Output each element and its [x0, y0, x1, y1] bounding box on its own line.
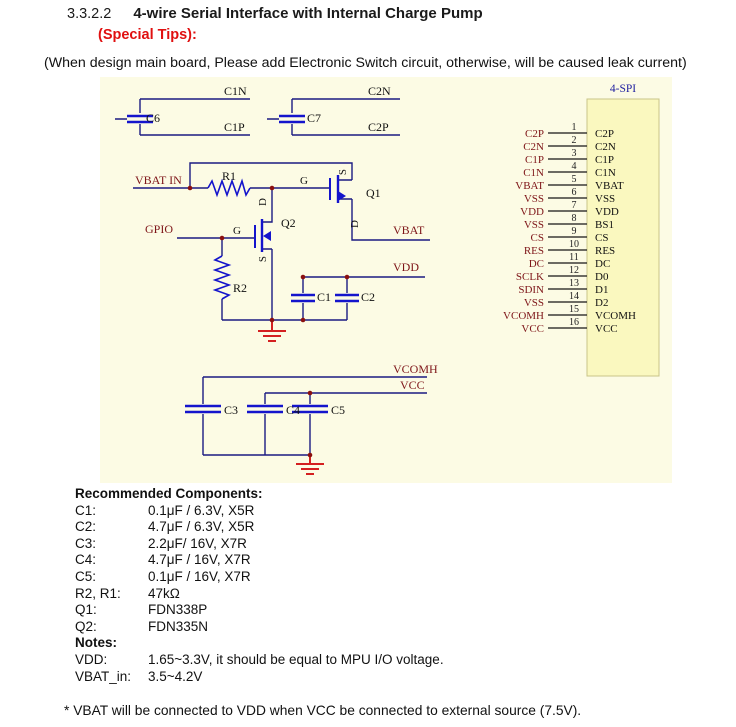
net-label-c1n: C1N	[224, 84, 247, 98]
component-list	[75, 486, 444, 685]
spec-row	[75, 519, 444, 536]
pin-left-label: VSS	[523, 219, 544, 231]
q2-source-label: S	[257, 255, 269, 263]
notes-rows	[75, 652, 444, 685]
refdes-q2: Q2	[281, 216, 296, 230]
net-label-gpio: GPIO	[145, 222, 174, 236]
spec-value: 0.1μF / 6.3V, X5R	[148, 502, 255, 518]
pin-right-label: C1N	[595, 167, 616, 179]
net-label-vcomh: VCOMH	[393, 362, 438, 376]
spec-label: C3:	[75, 535, 97, 551]
refdes-c5: C5	[331, 403, 346, 417]
pin-number: 1	[571, 122, 577, 133]
spec-row	[75, 619, 444, 636]
q1-drain-label: D	[349, 220, 361, 228]
pin-left-label: VSS	[523, 193, 544, 205]
pin-right-label: D0	[595, 271, 609, 283]
pin-number: 11	[569, 252, 579, 263]
pin-right-label: C2P	[595, 128, 614, 140]
pin-number: 9	[571, 226, 577, 237]
pin-number: 7	[571, 200, 577, 211]
pin-left-label: C1P	[525, 154, 544, 166]
refdes-q1: Q1	[366, 186, 381, 200]
spec-label: C5:	[75, 568, 97, 584]
pin-right-label: VSS	[595, 193, 616, 205]
spec-row	[75, 569, 444, 586]
notes-heading: Notes:	[75, 635, 118, 651]
pin-left-label: VBAT	[515, 180, 544, 192]
special-tips-label: (Special Tips):	[98, 27, 197, 43]
pin-left-label: CS	[530, 232, 544, 244]
pin-right-label: VCOMH	[595, 310, 636, 322]
spec-row	[75, 652, 444, 669]
pin-number: 13	[569, 278, 579, 289]
spec-row	[75, 552, 444, 569]
net-label-vcc: VCC	[400, 378, 425, 392]
pin-number: 14	[569, 291, 579, 302]
q2-gate-label: G	[233, 225, 241, 237]
spec-value: 0.1μF / 16V, X7R	[148, 568, 251, 584]
pin-left-label: VCOMH	[503, 310, 544, 322]
pin-right-label: CS	[595, 232, 609, 244]
net-label-c1p: C1P	[224, 120, 245, 134]
spec-value: 1.65~3.3V, it should be equal to MPU I/O voltage.	[148, 651, 444, 667]
spec-label: C2:	[75, 519, 97, 535]
q1-source-label: S	[337, 168, 349, 176]
footnote-text: * VBAT will be connected to VDD when VCC be connected to external source (7.5V).	[64, 703, 582, 718]
pin-left-label: RES	[523, 245, 544, 257]
refdes-c4: C4	[286, 403, 301, 417]
pin-left-label: VSS	[523, 297, 544, 309]
page-title: 4-wire Serial Interface with Internal Charge Pump	[133, 5, 483, 22]
pin-number: 12	[569, 265, 579, 276]
pin-right-label: RES	[595, 245, 616, 257]
q1-gate-label: G	[300, 175, 308, 187]
spec-value: 47kΩ	[148, 585, 180, 601]
pin-number: 6	[571, 187, 577, 198]
spec-value: FDN335N	[148, 618, 209, 634]
spec-value: FDN338P	[148, 602, 208, 618]
refdes-r2: R2	[233, 281, 248, 295]
components-rows	[75, 503, 444, 636]
spec-value: 4.7μF / 6.3V, X5R	[148, 519, 255, 535]
pin-number: 4	[571, 161, 577, 172]
pin-left-label: SCLK	[515, 271, 544, 283]
schematic-panel	[100, 77, 672, 483]
net-label-vbat-in: VBAT IN	[135, 173, 182, 187]
pin-left-label: C2P	[525, 128, 544, 140]
spec-label: Q2:	[75, 618, 97, 634]
spec-value: 3.5~4.2V	[148, 668, 203, 684]
net-label-vbat: VBAT	[393, 223, 425, 237]
pin-number: 15	[569, 304, 579, 315]
pin-left-label: SDIN	[518, 284, 544, 296]
refdes-r1: R1	[222, 169, 237, 183]
refdes-c3: C3	[224, 403, 239, 417]
connector-title: 4-SPI	[609, 83, 637, 95]
spec-row	[75, 536, 444, 553]
refdes-c7: C7	[307, 111, 322, 125]
pin-right-label: BS1	[595, 219, 614, 231]
pin-number: 5	[571, 174, 577, 185]
net-label-c2n: C2N	[368, 84, 391, 98]
spec-row	[75, 586, 444, 603]
q2-drain-label: D	[257, 198, 269, 206]
pin-number: 8	[571, 213, 577, 224]
pin-left-label: C1N	[523, 167, 544, 179]
net-label-vdd: VDD	[393, 260, 419, 274]
net-label-c2p: C2P	[368, 120, 389, 134]
spec-row	[75, 503, 444, 520]
spec-row	[75, 602, 444, 619]
pin-right-label: VBAT	[595, 180, 624, 192]
pin-left-label: C2N	[523, 141, 544, 153]
pin-number: 16	[569, 317, 579, 328]
warning-text: (When design main board, Please add Electronic Switch circuit, otherwise, will be caused leak current)	[44, 55, 687, 71]
pin-right-label: C2N	[595, 141, 616, 153]
spec-label: VDD:	[75, 651, 108, 667]
refdes-c1: C1	[317, 290, 332, 304]
pin-right-label: D1	[595, 284, 609, 296]
pin-left-label: VCC	[521, 323, 544, 335]
spec-label: Q1:	[75, 602, 97, 618]
pin-left-label: VDD	[520, 206, 544, 218]
refdes-c2: C2	[361, 290, 376, 304]
pin-right-label: VDD	[595, 206, 619, 218]
spec-label: R2, R1:	[75, 585, 121, 601]
pin-number: 3	[571, 148, 577, 159]
pin-number: 10	[569, 239, 579, 250]
pin-right-label: D2	[595, 297, 609, 309]
section-number: 3.3.2.2	[67, 6, 112, 22]
spec-label: C1:	[75, 502, 97, 518]
pin-right-label: C1P	[595, 154, 614, 166]
pin-right-label: DC	[595, 258, 611, 270]
pin-number: 2	[571, 135, 577, 146]
refdes-c6: C6	[146, 111, 161, 125]
pin-left-label: DC	[528, 258, 544, 270]
spec-label: VBAT_in:	[75, 668, 132, 684]
spec-row	[75, 669, 444, 686]
spec-value: 2.2μF/ 16V, X7R	[148, 535, 247, 551]
spec-label: C4:	[75, 552, 97, 568]
spec-value: 4.7μF / 16V, X7R	[148, 552, 251, 568]
components-heading: Recommended Components:	[75, 486, 263, 501]
pin-right-label: VCC	[595, 323, 618, 335]
